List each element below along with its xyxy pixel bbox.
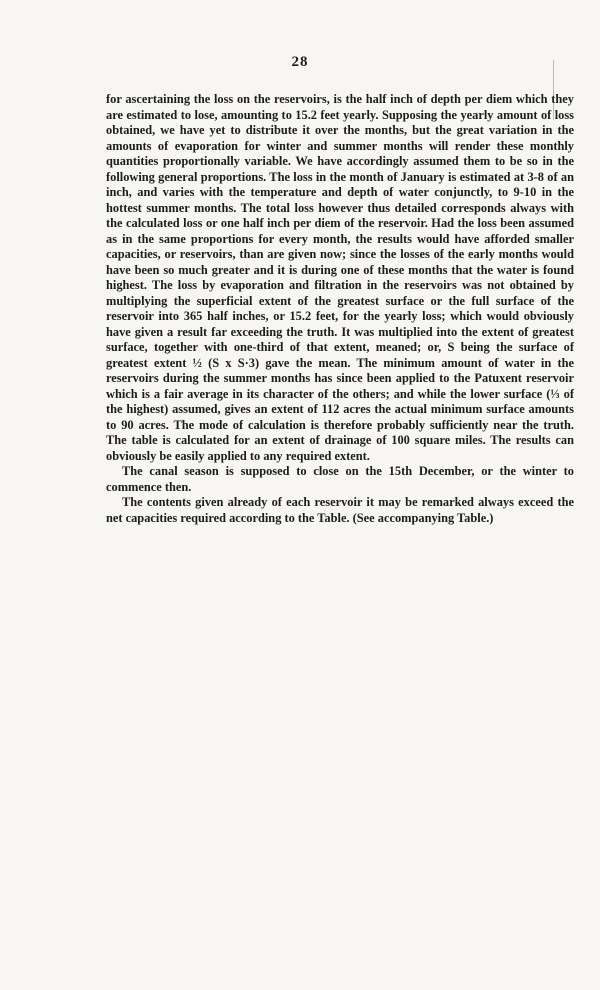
paragraph-3: The contents given already of each reservoir it may be remarked always exceed the net capacities required according to the Table. (See accompanying Table.) bbox=[106, 495, 574, 525]
paragraph-1: for ascertaining the loss on the reservoirs, is the half inch of depth per diem which they are estimated to lose, amounting to 15.2 feet yearly. Supposing the yearly amount of loss obtained, we have yet to distribute it over the months, but the great variation in the amounts of evaporation for winter and summer months will render these monthly quantities proportionally variable. We have accordingly assumed them to be so in the following general proportions. The loss in the month of January is estimated at 3-8 of an inch, and varies with the temperature and depth of water conjunctly, to 9-10 in the hottest summer months. The total loss however thus detailed corresponds always with the calculated loss or one half inch per diem of the reservoir. Had the loss been assumed as in the same proportions for every month, the results would have afforded smaller capacities, or reservoirs, than are given now; since the losses of the early months would have been so much greater and it is during one of these months that the water is found highest. The loss by evaporation and filtration in the reservoirs was not obtained by multiplying the superficial extent of the greatest surface or the full surface of the reservoir into 365 half inches, or 15.2 feet, for the yearly loss; which would obviously have given a result far exceeding the truth. It was multiplied into the extent of greatest surface, together with one-third of that extent, meaned; or, S being the surface of greatest extent ½ (S x S·3) gave the mean. The minimum amount of water in the reservoirs during the summer months has since been applied to the Patuxent reservoir which is a fair average in its character of the others; and while the lower surface (⅓ of the highest) assumed, gives an extent of 112 acres the actual minimum surface amounts to 90 acres. The mode of calculation is therefore probably sufficiently near the truth. The table is calculated for an extent of drainage of 100 square miles. The results can obviously be easily applied to any required extent. bbox=[106, 92, 574, 463]
paragraph-2: The canal season is supposed to close on the 15th December, or the winter to commence then. bbox=[106, 464, 574, 494]
page-number: 28 bbox=[291, 54, 309, 70]
body-text bbox=[106, 92, 574, 526]
